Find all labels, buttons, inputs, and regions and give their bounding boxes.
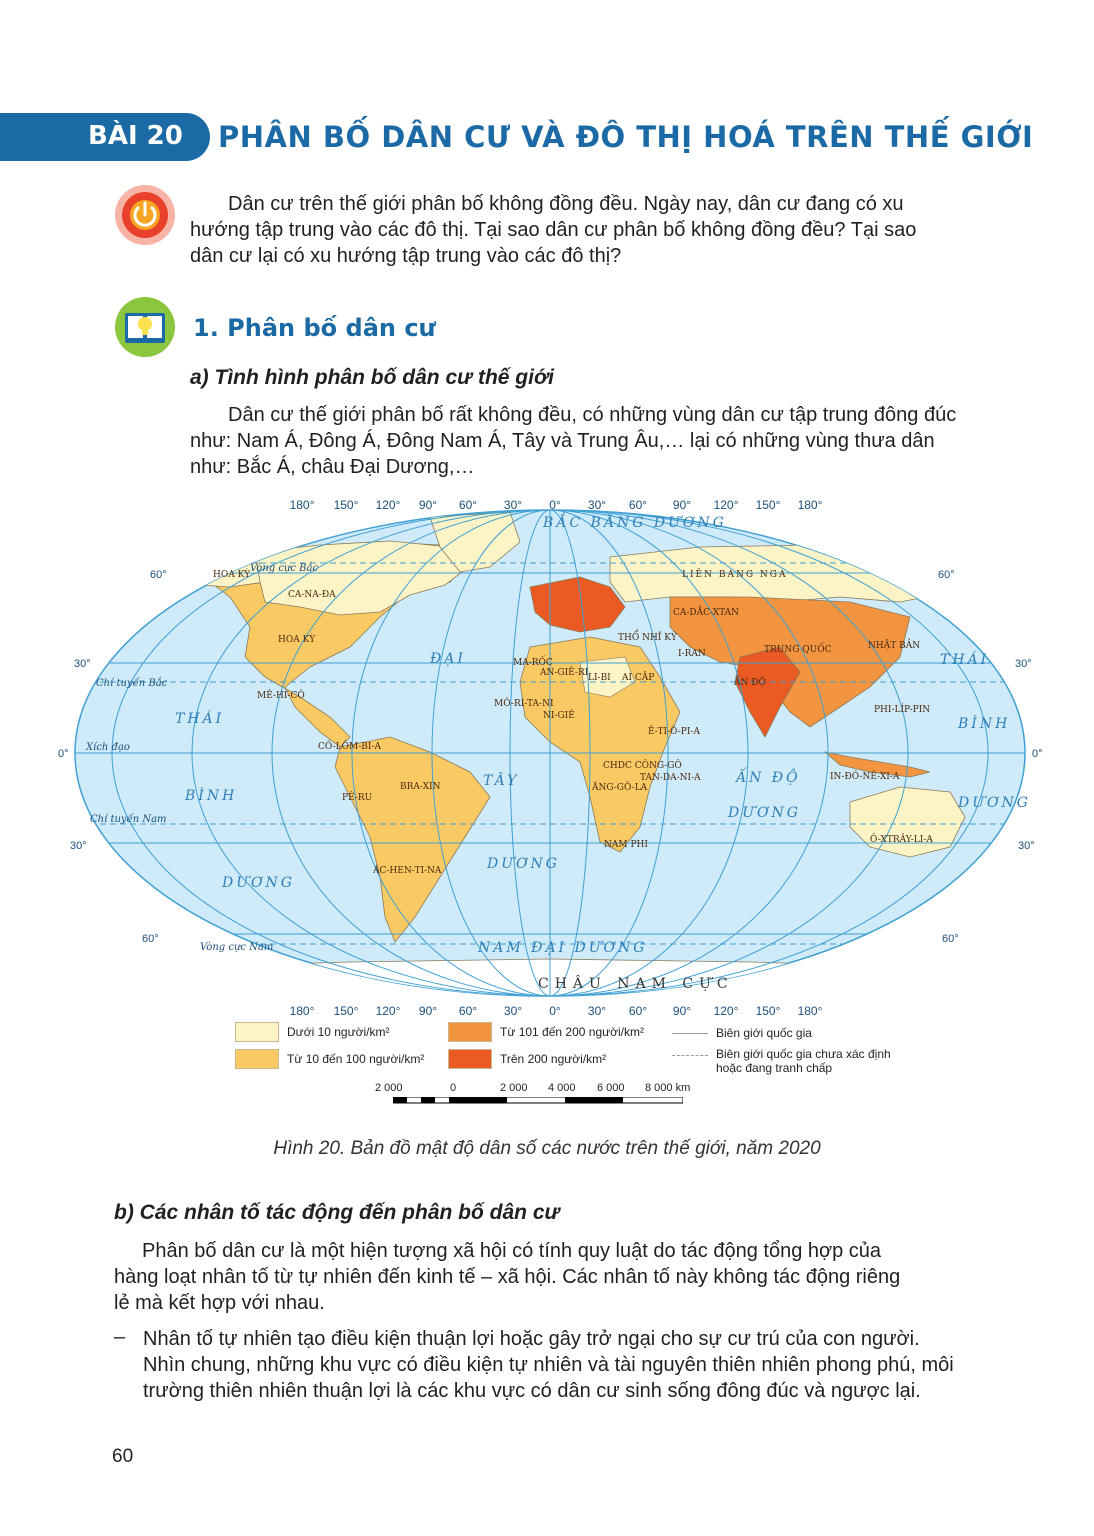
lat-label: 30° bbox=[74, 658, 91, 670]
lon-label-top: 60° bbox=[628, 498, 648, 512]
country-label: THỔ NHĨ KỲ bbox=[618, 633, 677, 643]
figure-caption: Hình 20. Bản đồ mật độ dân số các nước trên thế giới, năm 2020 bbox=[273, 1138, 821, 1159]
paragraph-a-line: như: Nam Á, Đông Á, Đông Nam Á, Tây và Trung Âu,… lại có những vùng thưa dân bbox=[190, 430, 935, 452]
page-number: 60 bbox=[112, 1446, 134, 1467]
country-label: IN-ĐÔ-NÊ-XI-A bbox=[830, 772, 900, 782]
lon-label-top: 180° bbox=[797, 498, 823, 512]
country-label: Ô-XTRÂY-LI-A bbox=[870, 835, 933, 845]
legend-item bbox=[235, 1022, 390, 1042]
country-label: NI-GIÊ bbox=[543, 711, 575, 721]
intro-line: hướng tập trung vào các đô thị. Tại sao dân cư phân bố không đồng đều? Tại sao bbox=[190, 219, 917, 241]
lat-label: 0° bbox=[58, 748, 69, 760]
legend-label: Trên 200 người/km² bbox=[500, 1052, 607, 1066]
lon-label-bottom: 0° bbox=[549, 1004, 561, 1017]
country-label: LI-BI bbox=[588, 673, 611, 683]
ocean-label: THÁI bbox=[175, 711, 225, 727]
ocean-label: DƯƠNG bbox=[958, 795, 1031, 811]
country-label: TAN-DA-NI-A bbox=[640, 773, 701, 783]
lon-label-bottom: 150° bbox=[333, 1004, 359, 1017]
paragraph-a bbox=[190, 402, 980, 480]
lon-label-top: 90° bbox=[672, 498, 692, 512]
country-label: NHẬT BẢN bbox=[868, 641, 921, 651]
lon-label-top: 90° bbox=[418, 498, 438, 512]
scale-label: 2 000 bbox=[500, 1082, 528, 1094]
ocean-label: ĐẠI bbox=[430, 651, 466, 667]
lon-label-top: 120° bbox=[375, 498, 401, 512]
country-label: ĂNG-GÔ-LA bbox=[592, 783, 648, 793]
lon-label-bottom: 60° bbox=[458, 1004, 478, 1017]
lon-label-top: 60° bbox=[458, 498, 478, 512]
legend-border-label: Biên giới quốc gia bbox=[716, 1026, 812, 1040]
country-label: CA-NA-ĐA bbox=[288, 590, 336, 600]
country-label: Ê-TI-Ô-PI-A bbox=[648, 727, 700, 737]
tropic-cancer-label: Chí tuyến Bắc bbox=[96, 678, 168, 689]
country-label: AI CẬP bbox=[622, 673, 655, 683]
ocean-label: BẮC BĂNG DƯƠNG bbox=[543, 515, 727, 531]
scale-label: 4 000 bbox=[548, 1082, 576, 1094]
country-label: BRA-XIN bbox=[400, 782, 441, 792]
antarctic-circle-label: Vòng cực Nam bbox=[200, 942, 274, 953]
disputed-line-sample bbox=[672, 1055, 708, 1056]
lesson-tab bbox=[0, 113, 210, 161]
ocean-label: DƯƠNG bbox=[487, 856, 560, 872]
lat-label: 60° bbox=[142, 933, 159, 945]
lon-label-top: 30° bbox=[503, 498, 523, 512]
lon-label-bottom: 60° bbox=[628, 1004, 648, 1017]
scale-label: 0 bbox=[450, 1082, 457, 1094]
country-label: MÔ-RI-TA-NI bbox=[494, 699, 554, 709]
lat-label: 30° bbox=[1018, 840, 1035, 852]
legend-item bbox=[448, 1022, 644, 1042]
paragraph-b-line: hàng loạt nhân tố từ tự nhiên đến kinh tế – xã hội. Các nhân tố này không tác động riêng bbox=[114, 1266, 901, 1288]
lon-label-bottom: 90° bbox=[672, 1004, 692, 1017]
lat-label: 60° bbox=[938, 569, 955, 581]
country-label: ÁC-HEN-TI-NA bbox=[373, 866, 442, 876]
lon-label-top: 150° bbox=[755, 498, 781, 512]
country-label: CÔ-LÔM-BI-A bbox=[318, 742, 381, 752]
legend-border-item bbox=[672, 1026, 812, 1040]
legend-swatch bbox=[235, 1022, 279, 1042]
world-population-density-map bbox=[50, 497, 1050, 1017]
country-label: CHDC CÔNG-GÔ bbox=[603, 761, 682, 771]
country-label: ẤN ĐỘ bbox=[734, 678, 766, 688]
book-lightbulb-icon bbox=[114, 296, 176, 358]
scale-label: 8 000 km bbox=[645, 1082, 691, 1094]
bullet-line: Nhân tố tự nhiên tạo điều kiện thuận lợi hoặc gây trở ngại cho sự cư trú của con người. bbox=[143, 1328, 920, 1350]
antarctica-label: CHÂU NAM CỰC bbox=[538, 976, 734, 992]
lon-label-bottom: 150° bbox=[755, 1004, 781, 1017]
lon-label-top: 150° bbox=[333, 498, 359, 512]
paragraph-b-line: lẻ mà kết hợp với nhau. bbox=[114, 1292, 325, 1314]
ocean-label: NAM ĐẠI DƯƠNG bbox=[478, 940, 648, 956]
lon-label-top: 120° bbox=[713, 498, 739, 512]
legend-item bbox=[235, 1049, 424, 1069]
legend-swatch bbox=[235, 1049, 279, 1069]
paragraph-a-line: Dân cư thế giới phân bố rất không đều, có những vùng dân cư tập trung đông đúc bbox=[228, 404, 957, 426]
country-label: MÊ-HI-CÔ bbox=[257, 691, 305, 701]
intro-line: dân cư lại có xu hướng tập trung vào các đô thị? bbox=[190, 245, 622, 267]
scale-label: 6 000 bbox=[597, 1082, 625, 1094]
scale-label: 2 000 bbox=[375, 1082, 403, 1094]
legend-disputed-label: Biên giới quốc gia chưa xác định bbox=[716, 1047, 891, 1061]
country-label: HOA KỲ bbox=[278, 635, 316, 645]
start-icon bbox=[114, 184, 176, 246]
lon-label-bottom: 180° bbox=[289, 1004, 315, 1017]
legend-label: Từ 10 đến 100 người/km² bbox=[287, 1052, 425, 1066]
ocean-label: DƯƠNG bbox=[728, 805, 801, 821]
graticule bbox=[50, 510, 1050, 996]
lat-label: 0° bbox=[1032, 748, 1043, 760]
lon-label-bottom: 90° bbox=[418, 1004, 438, 1017]
lon-label-bottom: 30° bbox=[587, 1004, 607, 1017]
country-label: CA-DẮC-XTAN bbox=[673, 608, 740, 618]
lon-label-top: 180° bbox=[289, 498, 315, 512]
bullet-dash: – bbox=[114, 1326, 126, 1348]
lon-label-top: 30° bbox=[587, 498, 607, 512]
paragraph-b-line: Phân bố dân cư là một hiện tượng xã hội có tính quy luật do tác động tổng hợp của bbox=[142, 1240, 882, 1262]
bullet-paragraph bbox=[143, 1326, 980, 1404]
scale-bar bbox=[375, 1082, 715, 1106]
lat-label: 30° bbox=[1015, 658, 1032, 670]
map-legend bbox=[230, 1018, 930, 1108]
subheading-a: a) Tình hình phân bố dân cư thế giới bbox=[190, 366, 554, 389]
country-label: NAM PHI bbox=[604, 840, 648, 850]
scale-bar-graphic bbox=[393, 1097, 683, 1105]
lon-label-bottom: 120° bbox=[375, 1004, 401, 1017]
country-label: I-RAN bbox=[678, 649, 706, 659]
bullet-line: trường thiên nhiên thuận lợi là các khu vực có dân cư sinh sống đông đúc và ngược lại. bbox=[143, 1380, 921, 1402]
legend-label: Từ 101 đến 200 người/km² bbox=[500, 1025, 645, 1039]
country-label: AN-GIÊ-RI bbox=[540, 668, 589, 678]
border-line-sample bbox=[672, 1033, 708, 1034]
lon-label-bottom: 180° bbox=[797, 1004, 823, 1017]
bullet-line: Nhìn chung, những khu vực có điều kiện tự nhiên và tài nguyên thiên nhiên phong phú, môi bbox=[143, 1354, 954, 1376]
arctic-circle-label: Vòng cực Bắc bbox=[250, 563, 319, 574]
map-svg bbox=[50, 497, 1050, 1017]
country-label: HOA KỲ bbox=[213, 570, 251, 580]
legend-swatch bbox=[448, 1022, 492, 1042]
lon-label-bottom: 30° bbox=[503, 1004, 523, 1017]
ocean-label: BÌNH bbox=[185, 788, 238, 804]
lon-label-top: 0° bbox=[549, 498, 561, 512]
intro-line: Dân cư trên thế giới phân bố không đồng đều. Ngày nay, dân cư đang có xu bbox=[228, 193, 904, 215]
ocean-label: BÌNH bbox=[958, 716, 1011, 732]
lat-label: 30° bbox=[70, 840, 87, 852]
tropic-capricorn-label: Chí tuyến Nam bbox=[90, 814, 167, 825]
country-label: LIÊN BANG NGA bbox=[682, 570, 788, 580]
intro-paragraph bbox=[190, 191, 980, 269]
ocean-label: TÂY bbox=[483, 773, 520, 789]
section-heading: 1. Phân bố dân cư bbox=[193, 314, 436, 342]
legend-disputed-item bbox=[672, 1047, 891, 1075]
legend-disputed-label: hoặc đang tranh chấp bbox=[716, 1061, 833, 1075]
legend-item bbox=[448, 1049, 606, 1069]
ocean-label: THÁI bbox=[940, 652, 990, 668]
lon-label-bottom: 120° bbox=[713, 1004, 739, 1017]
country-label: PHI-LÍP-PIN bbox=[874, 705, 931, 715]
lat-label: 60° bbox=[150, 569, 167, 581]
country-label: MA-RỐC bbox=[513, 658, 553, 668]
lesson-title: PHÂN BỐ DÂN CƯ VÀ ĐÔ THỊ HOÁ TRÊN THẾ GIỚI bbox=[218, 120, 1034, 154]
lesson-label: BÀI 20 bbox=[88, 121, 183, 151]
paragraph-a-line: như: Bắc Á, châu Đại Dương,… bbox=[190, 456, 475, 478]
paragraph-b bbox=[114, 1238, 980, 1316]
subheading-b: b) Các nhân tố tác động đến phân bố dân cư bbox=[114, 1201, 560, 1224]
ocean-label: ẤN ĐỘ bbox=[736, 770, 801, 786]
country-label: PÊ-RU bbox=[342, 793, 373, 803]
country-label: TRUNG QUỐC bbox=[764, 645, 832, 655]
lat-label: 60° bbox=[942, 933, 959, 945]
equator-label: Xích đạo bbox=[86, 742, 130, 753]
ocean-label: DƯƠNG bbox=[222, 875, 295, 891]
legend-swatch bbox=[448, 1049, 492, 1069]
legend-label: Dưới 10 người/km² bbox=[287, 1025, 390, 1039]
